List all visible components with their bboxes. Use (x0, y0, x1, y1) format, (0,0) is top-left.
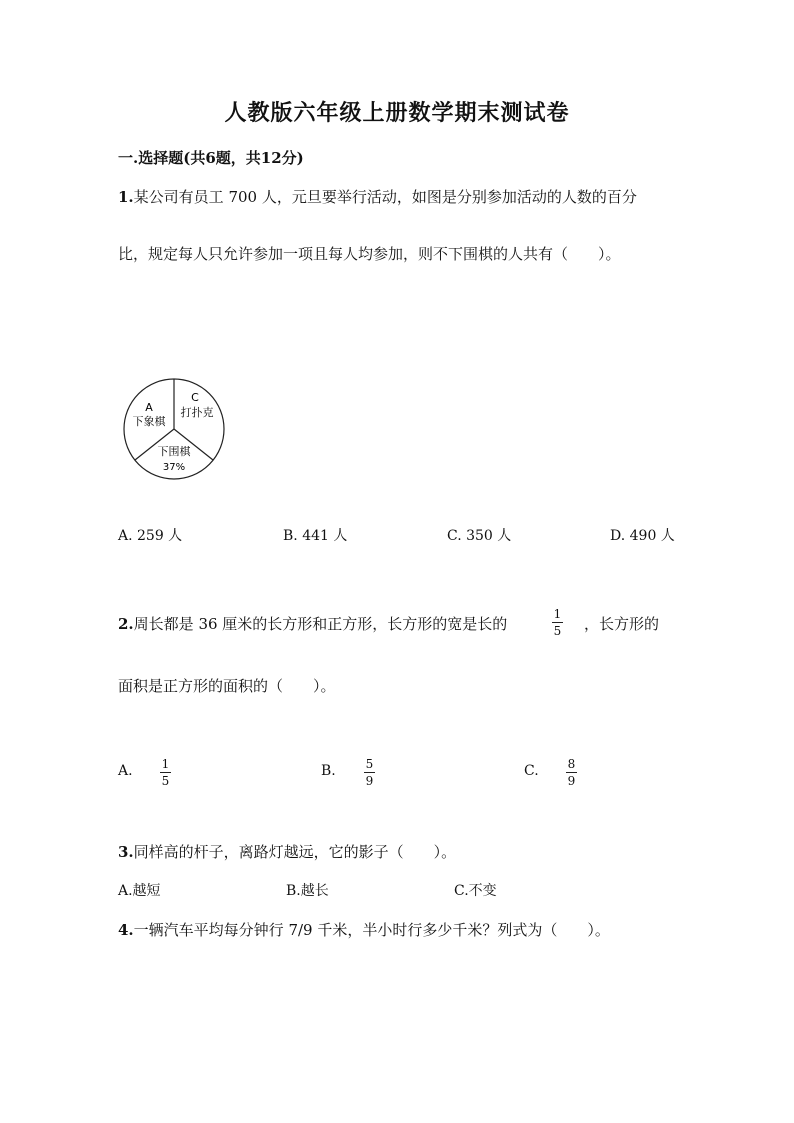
question-1-text-1: 某公司有员工 700 人，元旦要举行活动，如图是分别参加活动的人数的百分 (133, 188, 637, 206)
q3-option-c[interactable]: C.不变 (454, 883, 497, 899)
question-3-number: 3. (118, 843, 134, 861)
question-4-number: 4. (118, 921, 134, 939)
fraction-numerator: 5 (365, 757, 374, 771)
pie-slice-a-sublabel: 下象棋 (132, 415, 166, 428)
q2-option-c-label[interactable]: C. (524, 763, 539, 779)
pie-slice-c-label: C (191, 391, 199, 404)
fraction-denominator: 9 (365, 774, 374, 788)
q3-option-a[interactable]: A.越短 (118, 883, 161, 899)
fraction-bar (566, 772, 577, 773)
fraction-bar (160, 772, 171, 773)
question-4 (118, 919, 610, 940)
question-1-number: 1. (118, 188, 134, 206)
q2-option-c-fraction[interactable] (566, 757, 577, 788)
fraction-numerator: 1 (553, 607, 562, 621)
fraction-bar (364, 772, 375, 773)
page-title: 人教版六年级上册数学期末测试卷 (224, 100, 570, 126)
fraction-denominator: 5 (161, 774, 170, 788)
fraction-denominator: 5 (553, 624, 562, 638)
question-4-text: 一辆汽车平均每分钟行 7/9 千米，半小时行多少千米？列式为（ ）。 (133, 921, 610, 939)
q2-option-b-fraction[interactable] (364, 757, 375, 788)
question-3-text: 同样高的杆子，离路灯越远，它的影子（ ）。 (133, 843, 457, 861)
q3-option-b[interactable]: B.越长 (286, 883, 329, 899)
pie-chart (122, 377, 228, 483)
question-2-text-1: 周长都是 36 厘米的长方形和正方形，长方形的宽是长的 (133, 615, 508, 633)
question-3 (118, 841, 456, 862)
question-1-line-1 (118, 186, 637, 207)
question-2-line-2: 面积是正方形的面积的（ ）。 (118, 677, 336, 695)
pie-slice-c-sublabel: 打扑克 (180, 406, 214, 419)
fraction-numerator: 1 (161, 757, 170, 771)
question-2-fraction (552, 607, 563, 638)
q2-option-a-label[interactable]: A. (118, 763, 133, 779)
q1-option-d[interactable]: D. 490 人 (610, 528, 675, 544)
pie-slice-go-label: 下围棋 (157, 445, 191, 458)
q2-option-a-fraction[interactable] (160, 757, 171, 788)
q1-option-c[interactable]: C. 350 人 (447, 528, 512, 544)
section-heading: 一.选择题(共6题，共12分) (118, 149, 304, 167)
pie-slice-a-label: A (145, 401, 153, 414)
fraction-bar (552, 622, 563, 623)
question-2-number: 2. (118, 615, 134, 633)
question-2-line-1 (118, 613, 507, 634)
q1-option-b[interactable]: B. 441 人 (283, 528, 348, 544)
fraction-numerator: 8 (567, 757, 576, 771)
question-1-line-2: 比，规定每人只允许参加一项且每人均参加，则不下围棋的人共有（ ）。 (118, 245, 621, 263)
q2-option-b-label[interactable]: B. (321, 763, 336, 779)
fraction-denominator: 9 (567, 774, 576, 788)
question-2-text-post: ，长方形的 (584, 615, 660, 633)
q1-option-a[interactable]: A. 259 人 (118, 528, 183, 544)
pie-slice-go-percent: 37% (162, 462, 186, 473)
